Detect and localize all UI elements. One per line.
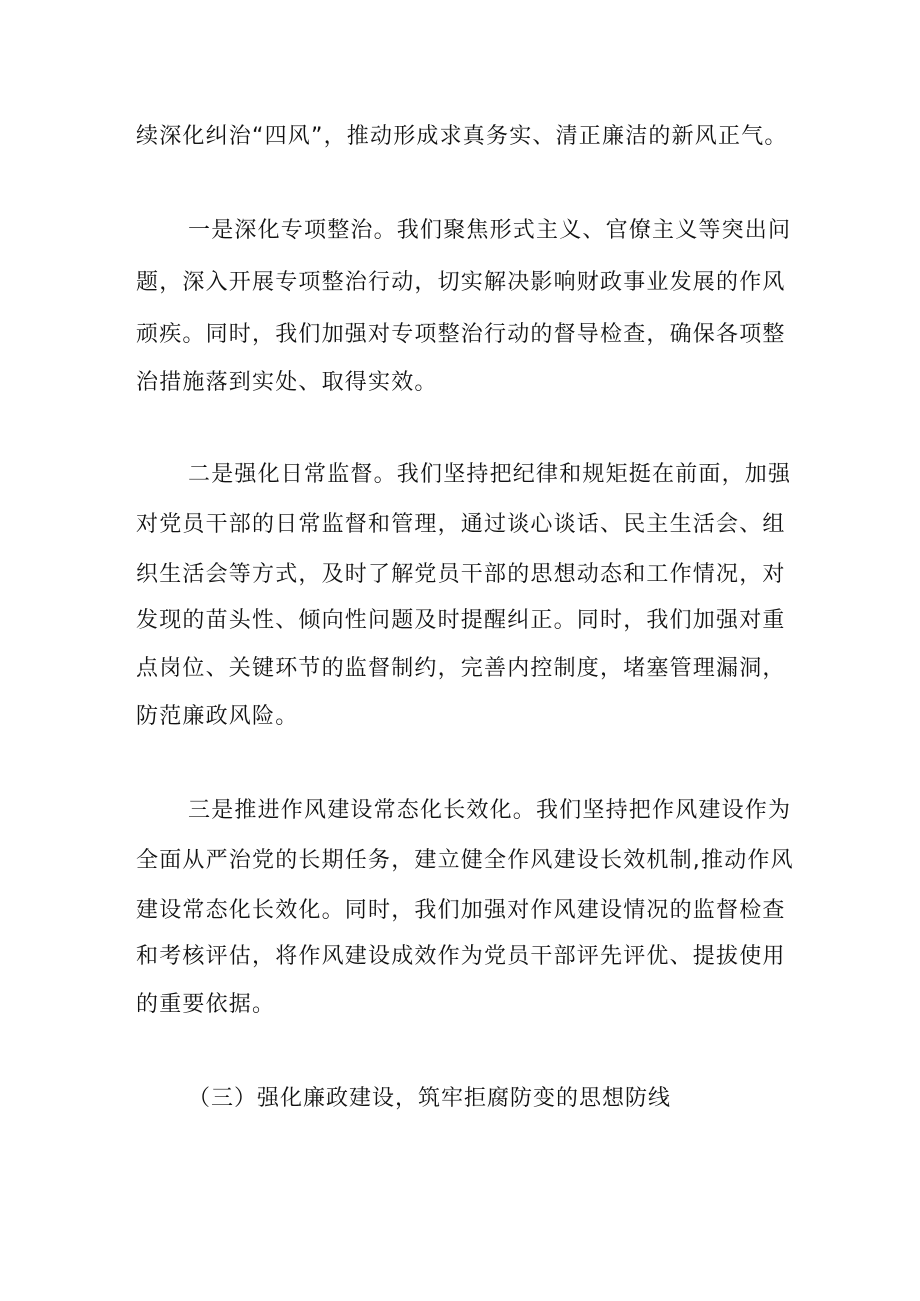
paragraph-line: 的重要依据。 [136, 992, 276, 1017]
paragraph-line: 和考核评估，将作风建设成效作为党员干部评先评优、提拔使用 [136, 944, 786, 969]
paragraph-line: 防范廉政风险。 [136, 704, 299, 729]
paragraph-line: 题，深入开展专项整治行动，切实解决影响财政事业发展的作风 [136, 270, 786, 295]
paragraph-line: 一是深化专项整治。我们聚焦形式主义、官僚主义等突出问 [188, 218, 792, 243]
paragraph-line: 建设常态化长效化。同时，我们加强对作风建设情况的监督检查 [136, 898, 786, 923]
section-heading: （三）强化廉政建设，筑牢拒腐防变的思想防线 [188, 1086, 672, 1111]
paragraph-line: 点岗位、关键环节的监督制约，完善内控制度，堵塞管理漏洞， [136, 656, 786, 681]
paragraph-line: 治措施落到实处、取得实效。 [136, 370, 438, 395]
paragraph-line: 发现的苗头性、倾向性问题及时提醒纠正。同时，我们加强对重 [136, 608, 786, 633]
paragraph-line: 二是强化日常监督。我们坚持把纪律和规矩挺在前面，加强 [188, 462, 792, 487]
paragraph-line: 三是推进作风建设常态化长效化。我们坚持把作风建设作为 [188, 798, 792, 823]
paragraph-line: 织生活会等方式，及时了解党员干部的思想动态和工作情况，对 [136, 562, 786, 587]
paragraph-line: 顽疾。同时，我们加强对专项整治行动的督导检查，确保各项整 [136, 322, 786, 347]
paragraph-line: 续深化纠治“四风”，推动形成求真务实、清正廉洁的新风正气。 [136, 124, 788, 149]
paragraph-line: 全面从严治党的长期任务，建立健全作风建设长效机制,推动作风 [136, 848, 794, 873]
paragraph-line: 对党员干部的日常监督和管理，通过谈心谈话、民主生活会、组 [136, 512, 786, 537]
